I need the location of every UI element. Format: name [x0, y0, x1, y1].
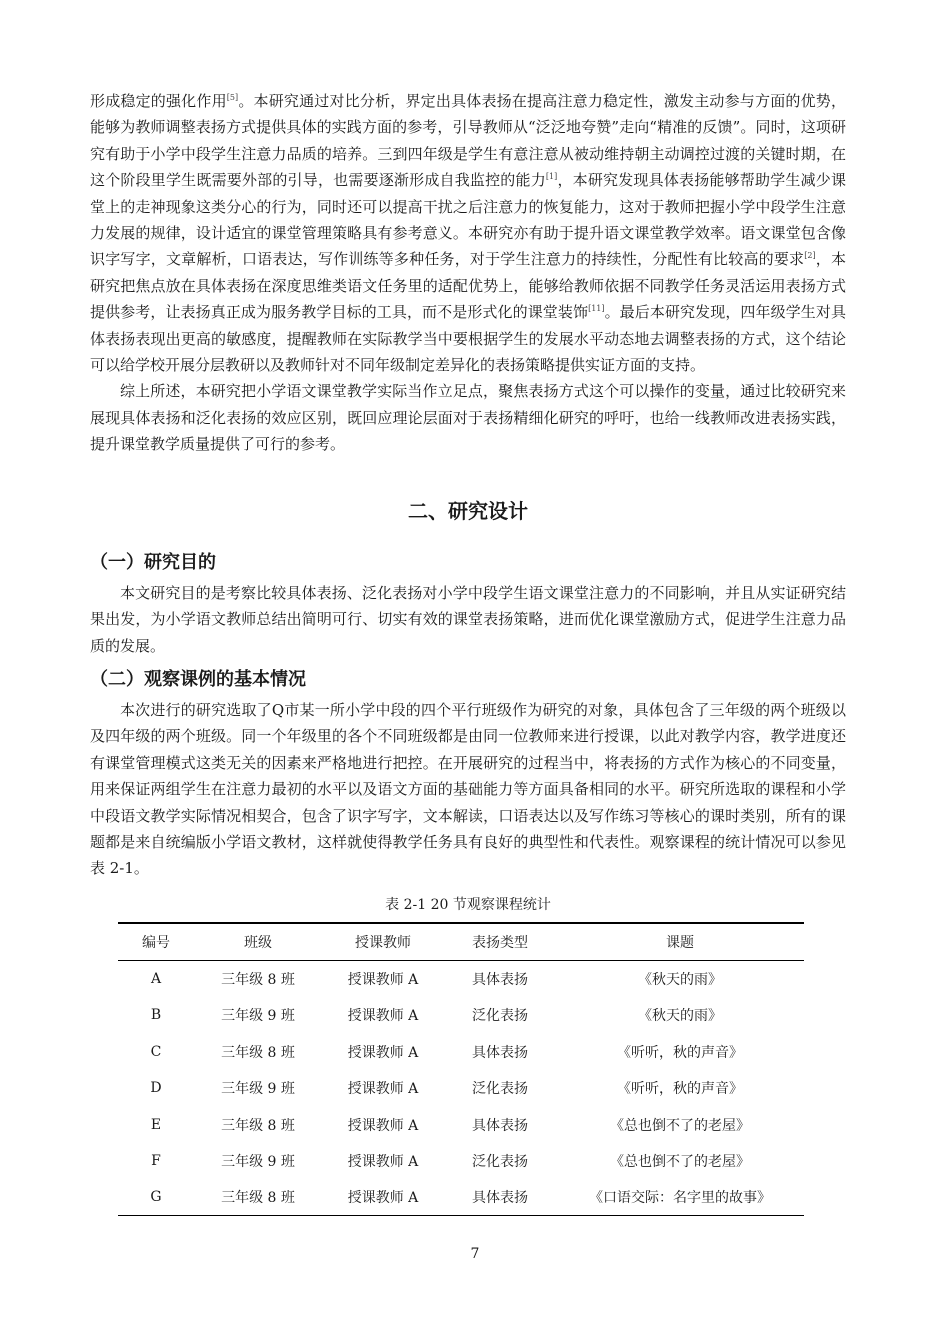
text-run: ，本研究把焦点放在具体表扬在深度思维类语文任务里的适配优势上，能够给教师依据不同教学任务灵活运用表扬方式提供参考，让表扬真正成为服务教学目标的工具，而不是形式化的课堂装饰 [90, 250, 846, 322]
cell-teacher: 授课教师 A [347, 1044, 419, 1061]
cell-lesson: 《听听，秋的声音》 [617, 1081, 743, 1098]
cell-teacher: 授课教师 A [347, 971, 419, 988]
citation-ref[interactable]: [1] [545, 172, 558, 182]
table-row [118, 1070, 804, 1106]
cell-teacher: 授课教师 A [347, 1008, 419, 1025]
cell-class: 三年级 8 班 [194, 1179, 322, 1216]
citation-ref[interactable]: [5] [226, 93, 239, 102]
cell-id: B [150, 1007, 162, 1024]
text-run: 。最后本研究发现，四年级学生对具体表扬表现出更高的敏感度，提醒教师在实际教学当中要根据学生的发展水平动态地去调整表扬的方式，这个结论可以给学校开展分层教研以及教师针对不同年级制定差异化的表扬策略提供实证方面的支持。 [90, 303, 846, 375]
cell-teacher: 授课教师 A [347, 1081, 419, 1098]
header-cell-lesson: 课题 [666, 934, 694, 951]
cell-class: 三年级 9 班 [221, 1081, 295, 1098]
cell-class: 三年级 9 班 [221, 1153, 295, 1170]
cell-class: 三年级 8 班 [221, 1044, 295, 1061]
subsection-heading-purpose: （一）研究目的 [90, 551, 216, 573]
cell-lesson: 《秋天的雨》 [638, 971, 722, 988]
table-header-row [118, 923, 804, 961]
cell-praise-type: 泛化表扬 [472, 1153, 528, 1170]
intro-paragraph-continued [90, 88, 846, 378]
text-run: 形成稳定的强化作用 [90, 92, 227, 110]
cell-teacher: 授课教师 A [322, 1179, 444, 1216]
table-row [118, 1143, 804, 1179]
cell-class: 三年级 8 班 [221, 1117, 295, 1134]
cell-id: E [150, 1116, 162, 1133]
cell-class: 三年级 8 班 [221, 971, 295, 988]
cell-praise-type: 具体表扬 [472, 1044, 528, 1061]
cell-praise-type: 具体表扬 [444, 1179, 556, 1216]
cell-id: A [150, 970, 162, 987]
page-number: 7 [470, 1246, 480, 1262]
citation-ref[interactable]: [2] [804, 251, 816, 261]
section-heading: 二、研究设计 [408, 498, 528, 523]
cell-id: D [150, 1080, 162, 1097]
cell-teacher: 授课教师 A [347, 1153, 419, 1170]
text-run: ，本研究发现具体表扬能够帮助学生减少课堂上的走神现象这类分心的行为，同时还可以提高干扰之后注意力的恢复能力，这对于教师把握小学中段学生注意力发展的规律，设计适宜的课堂管理策略具有参考意义。本研究亦有助于提升语文课堂教学效率。语文课堂包含像识字写字，文章解析，口语表达，写作训练等多种任务，对于学生注意力的持续性，分配性有比较高的要求 [90, 171, 846, 269]
cell-praise-type: 泛化表扬 [472, 1008, 528, 1025]
header-cell-teacher: 授课教师 [355, 934, 411, 951]
cell-praise-type: 具体表扬 [472, 971, 528, 988]
cell-class: 三年级 9 班 [221, 1008, 295, 1025]
page-body [90, 88, 846, 1216]
course-table [118, 922, 804, 1217]
table-row [118, 1106, 804, 1142]
summary-paragraph: 综上所述，本研究把小学语文课堂教学实际当作立足点，聚焦表扬方式这个可以操作的变量，通过比较研究来展现具体表扬和泛化表扬的效应区别，既回应理论层面对于表扬精细化研究的呼吁，也给一线教师改进表扬实践，提升课堂教学质量提供了可行的参考。 [90, 382, 846, 454]
text-run: 。本研究通过对比分析，界定出具体表扬在提高注意力稳定性，激发主动参与方面的优势，能够为教师调整表扬方式提供具体的实践方面的参考，引导教师从“泛泛地夸赞”走向“精准的反馈”。同时，这项研究有助于小学中段学生注意力品质的培养。三到四年级是学生有意注意从被动维持朝主动调控过渡的关键时期，在这个阶段里学生既需要外部的引导，也需要逐渐形成自我监控的能力 [90, 92, 846, 190]
header-cell-id: 编号 [142, 934, 170, 951]
cell-id: C [150, 1043, 162, 1060]
cell-lesson: 《听听，秋的声音》 [617, 1044, 743, 1061]
cell-lesson: 《总也倒不了的老屋》 [610, 1153, 750, 1170]
table-row [118, 997, 804, 1033]
table-row [118, 960, 804, 997]
table-row [118, 1179, 804, 1216]
cell-praise-type: 泛化表扬 [472, 1081, 528, 1098]
header-cell-praise-type: 表扬类型 [472, 934, 528, 951]
cell-lesson: 《口语交际：名字里的故事》 [556, 1179, 804, 1216]
header-cell-class: 班级 [244, 934, 272, 951]
table-caption: 表 2-1 20 节观察课程统计 [385, 896, 551, 913]
cell-lesson: 《总也倒不了的老屋》 [610, 1117, 750, 1134]
table-row [118, 1034, 804, 1070]
citation-ref[interactable]: [11] [588, 304, 605, 314]
cell-teacher: 授课教师 A [347, 1117, 419, 1134]
cases-paragraph: 本次进行的研究选取了Q市某一所小学中段的四个平行班级作为研究的对象，具体包含了三年级的两个班级以及四年级的两个班级。同一个年级里的各个不同班级都是由同一位教师来进行授课，以此对教学内容，教学进度还有课堂管理模式这类无关的因素来严格地进行把控。在开展研究的过程当中，将表扬的方式作为核心的不同变量，用来保证两组学生在注意力最初的水平以及语文方面的基础能力等方面具备相同的水平。研究所选取的课程和小学中段语文教学实际情况相契合，包含了识字写字，文本解读，口语表达以及写作练习等核心的课时类别，所有的课题都是来自统编版小学语文教材，这样就使得教学任务具有良好的典型性和代表性。观察课程的统计情况可以参见表 2-1。 [90, 700, 846, 878]
cell-lesson: 《秋天的雨》 [638, 1008, 722, 1025]
cell-praise-type: 具体表扬 [472, 1117, 528, 1134]
purpose-paragraph: 本文研究目的是考察比较具体表扬、泛化表扬对小学中段学生语文课堂注意力的不同影响，并且从实证研究结果出发，为小学语文教师总结出简明可行、切实有效的课堂表扬策略，进而优化课堂激励方式，促进学生注意力品质的发展。 [90, 583, 846, 655]
cell-id: G [118, 1179, 194, 1216]
subsection-heading-cases: （二）观察课例的基本情况 [90, 668, 306, 690]
cell-id: F [151, 1152, 161, 1169]
